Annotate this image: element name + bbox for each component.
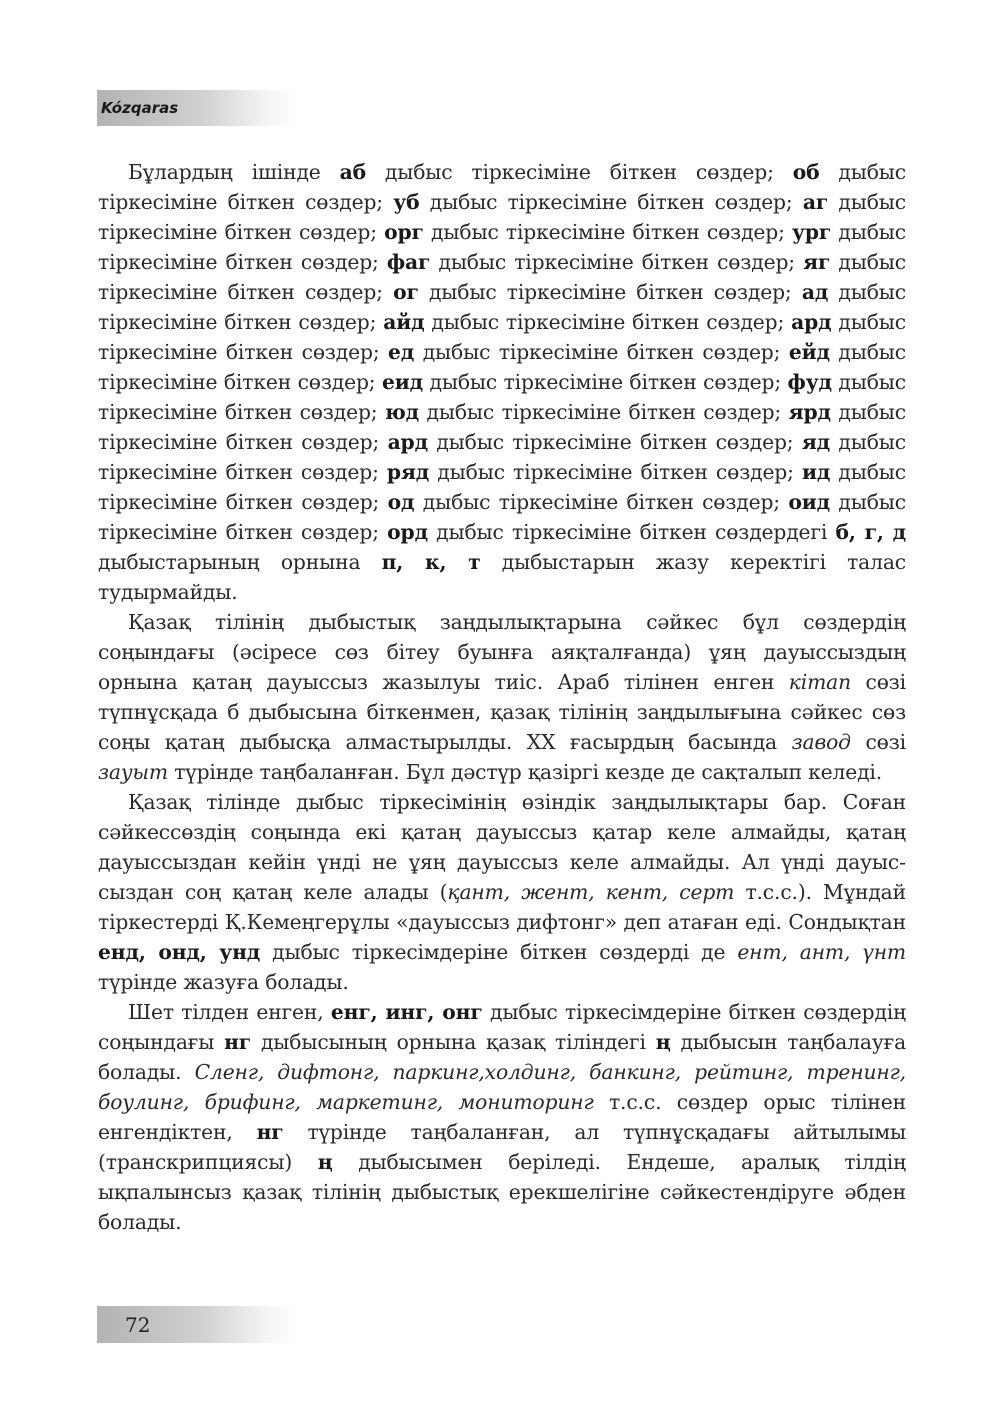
text-run: дыбыс тіркесіміне біткен сөздер; xyxy=(414,340,789,364)
text-run: Қазақ тілінің дыбыстық заңдылықтарына сәйкес бұл сөздердің соңындағы (әсіресе сөз бітеу буынға аяқталғанда) ұяң дауыссыздың орнына қатаң дауыссыз жазылуы тиіс. Араб тілінен енген xyxy=(98,610,906,694)
text-run: дыбыс тіркесіміне біткен сөздер; xyxy=(98,490,906,544)
text-run: сөзі түпнұсқада б дыбысына біткенмен, қазақ тілінің заңдылығына сәйкес сөз соңы қатаң дыбысқа алмастырылды. XX ғасырдың басында xyxy=(98,670,906,754)
text-run: дыбыс тіркесіміне біткен сөздер; xyxy=(98,220,906,274)
italic-term: кітап xyxy=(788,670,852,694)
text-run: Бұлардың ішінде xyxy=(128,160,340,184)
italic-term: Сленг, дифтонг, паркинг,холдинг, банкинг, рейтинг, тренинг, боулинг, брифинг, маркетинг, мониторинг xyxy=(98,1060,906,1114)
text-run: дыбысын таңбалауға болады. xyxy=(98,1030,907,1084)
text-run: дыбыс тіркесіміне біткен сөздер; xyxy=(98,370,906,424)
text-run: дыбыс тіркесіміне біткен сөздер; xyxy=(423,220,793,244)
text-run: дыбысымен беріледі. Ендеше, аралық тілдің ықпалынсыз қазақ тілінің дыбыстық ерекшелігіне сәйкестендіруге әбден болады. xyxy=(98,1150,906,1234)
text-run: дыбыс тіркесіміне біткен сөздер; xyxy=(98,430,906,484)
bold-term: еид xyxy=(381,370,423,394)
text-run: дыбыс тіркесіміне біткен сөздер; xyxy=(98,400,906,454)
italic-term: завод xyxy=(791,730,851,754)
bold-term: ад xyxy=(801,280,829,304)
bold-term: юд xyxy=(385,400,420,424)
bold-term: енд, онд, унд xyxy=(98,940,261,964)
text-run: дыбыстарын жазу керектігі талас тудырмайды. xyxy=(98,550,906,604)
bold-term: нг xyxy=(256,1120,284,1144)
bold-term: оид xyxy=(788,490,831,514)
bold-term: ряд xyxy=(386,460,430,484)
text-run: дыбыс тіркесіміне біткен сөздер; xyxy=(430,250,804,274)
text-run: дыбыс тіркесіміне біткен сөздердегі xyxy=(427,520,836,544)
text-run: дыбыс тіркесіміне біткен сөздер; xyxy=(98,190,906,244)
text-run: дыбыс тіркесіміне біткен сөздер; xyxy=(418,280,802,304)
bold-term: орд xyxy=(387,520,428,544)
bold-term: об xyxy=(792,160,820,184)
text-run: Қазақ тілінде дыбыс тіркесімінің өзіндік заңдылықтары бар. Соған сәйкессөздің соңында екі қатаң дауыссыз қатар келе алмайды, қатаң дауыссыздан кейін үнді не ұяң дауыссыз келе алмайды. Ал үнді дауыссыздан соң қатаң келе алады ( xyxy=(98,790,906,904)
bold-term: айд xyxy=(383,310,425,334)
text-run: дыбыс тіркесіміне біткен сөздер; xyxy=(424,310,792,334)
bold-term: ид xyxy=(801,460,831,484)
page-number: 72 xyxy=(125,1312,151,1337)
text-run: дыбыс тіркесіміне біткен сөздер; xyxy=(98,340,906,394)
italic-term: ент, ант, үнт xyxy=(737,940,906,964)
text-run: т.с.с.). Мұндай тіркестерді Қ.Кемеңгерұлы «дауыссыз дифтонг» деп атаған еді. Сондықтан xyxy=(98,880,906,934)
text-run: дыбыс тіркесіміне біткен сөздер; xyxy=(429,460,802,484)
text-run: дыбыс тіркесіміне біткен сөздер; xyxy=(414,490,789,514)
bold-term: ард xyxy=(387,430,428,454)
text-run: түрінде таңбаланған, ал түпнұсқадағы айтылымы (транскрипциясы) xyxy=(98,1120,907,1174)
paragraph xyxy=(98,997,906,1237)
bold-term: ейд xyxy=(788,340,830,364)
text-run: түрінде жазуға болады. xyxy=(98,970,349,994)
text-run: дыбыс тіркесіміне біткен сөздер; xyxy=(419,400,789,424)
bold-term: ярд xyxy=(788,400,831,424)
text-run: дыбыс тіркесімдеріне біткен сөздерді де xyxy=(260,940,738,964)
bold-term: уб xyxy=(393,190,420,214)
text-run: дыбыс тіркесіміне біткен сөздер; xyxy=(427,430,802,454)
bold-term: аб xyxy=(339,160,366,184)
bold-term: нг xyxy=(224,1030,252,1054)
text-run: дыбыс тіркесіміне біткен сөздер; xyxy=(98,460,906,514)
bold-term: ң xyxy=(317,1150,333,1174)
text-run: дыбыс тіркесіміне біткен сөздер; xyxy=(98,250,906,304)
bold-term: ард xyxy=(791,310,832,334)
text-run: дыбыстарының орнына xyxy=(98,550,382,574)
bold-term: п, к, т xyxy=(381,550,481,574)
running-header-title: Kózqaras xyxy=(101,99,179,117)
text-run: дыбыс тіркесіміне біткен сөздер; xyxy=(422,370,788,394)
bold-term: орг xyxy=(384,220,424,244)
running-header xyxy=(97,90,299,126)
italic-term: қант, жент, кент, серт xyxy=(447,880,735,904)
bold-term: енг, инг, онг xyxy=(330,1000,483,1024)
text-run: дыбыс тіркесіміне біткен сөздер; xyxy=(98,160,907,214)
bold-term: ң xyxy=(655,1030,671,1054)
body-text xyxy=(98,157,906,1237)
bold-term: яд xyxy=(801,430,831,454)
bold-term: ург xyxy=(792,220,832,244)
text-run: түрінде таңбаланған. Бұл дәстүр қазіргі кезде де сақталып келеді. xyxy=(167,760,883,784)
text-run: дыбысының орнына қазақ тіліндегі xyxy=(251,1030,656,1054)
text-run: дыбыс тіркесімдеріне біткен сөздердің соңындағы xyxy=(98,1000,906,1054)
paragraph xyxy=(98,157,906,607)
bold-term: б, г, д xyxy=(835,520,907,544)
text-run: дыбыс тіркесіміне біткен сөздер; xyxy=(98,310,906,364)
italic-term: зауыт xyxy=(98,760,168,784)
bold-term: ед xyxy=(388,340,415,364)
bold-term: од xyxy=(387,490,415,514)
text-run: сөзі xyxy=(850,730,906,754)
text-run: дыбыс тіркесіміне біткен сөздер; xyxy=(98,280,906,334)
text-run: дыбыс тіркесіміне біткен сөздер; xyxy=(365,160,793,184)
text-run: т.с.с. сөздер орыс тілінен енгендіктен, xyxy=(98,1090,906,1144)
bold-term: аг xyxy=(802,190,829,214)
text-run: дыбыс тіркесіміне біткен сөздер; xyxy=(419,190,803,214)
bold-term: фуд xyxy=(787,370,832,394)
bold-term: яг xyxy=(803,250,831,274)
paragraph xyxy=(98,787,906,997)
paragraph xyxy=(98,607,906,787)
page-footer xyxy=(97,1306,299,1343)
bold-term: фаг xyxy=(386,250,431,274)
text-run: Шет тілден енген, xyxy=(128,1000,331,1024)
bold-term: ог xyxy=(393,280,419,304)
